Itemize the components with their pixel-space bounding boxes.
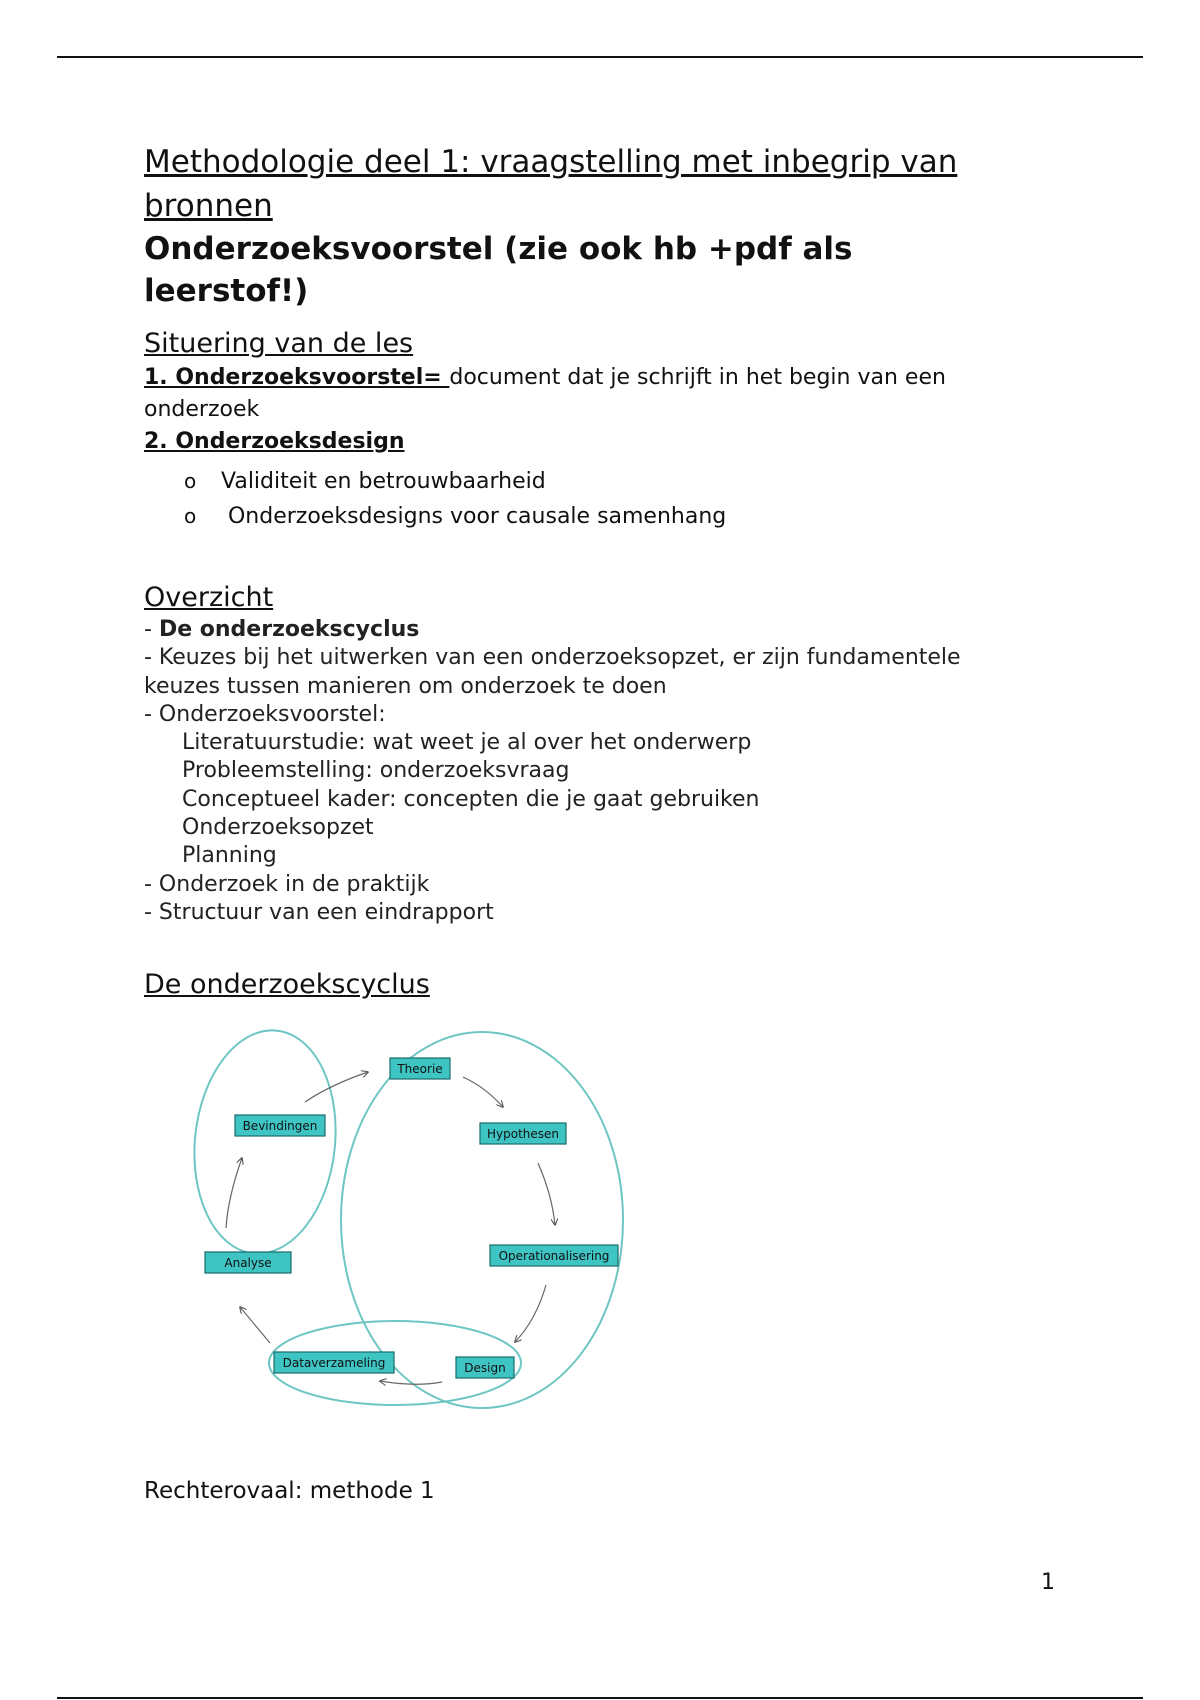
- overzicht-line: - Onderzoeksvoorstel:: [144, 701, 386, 727]
- bullet-marker: o: [184, 504, 197, 528]
- page-title-line1: Methodologie deel 1: vraagstelling met inbegrip van: [144, 144, 958, 180]
- node-design: [456, 1357, 514, 1378]
- overzicht-line: keuzes tussen manieren om onderzoek te doen: [144, 673, 667, 699]
- node-operationalisering: [490, 1245, 618, 1266]
- research-cycle-diagram: [180, 1025, 630, 1415]
- subtitle-line1: Onderzoeksvoorstel (zie ook hb +pdf als: [144, 231, 853, 267]
- overzicht-subitem: Probleemstelling: onderzoeksvraag: [182, 758, 570, 784]
- arrow-theorie-hypothesen: [463, 1077, 503, 1107]
- arrow-dataverzameling-analyse: [240, 1307, 270, 1343]
- dash: -: [144, 617, 159, 642]
- left-oval: [184, 1025, 347, 1261]
- node-hypothesen-label: Hypothesen: [486, 1127, 560, 1141]
- overzicht-heading: Overzicht: [144, 582, 274, 613]
- node-dataverzameling: [274, 1352, 394, 1373]
- situering-bullets: [144, 464, 1074, 534]
- overzicht-subitem: Onderzoeksopzet: [182, 815, 374, 841]
- node-analyse-label: Analyse: [224, 1256, 272, 1270]
- top-rule: [57, 56, 1143, 58]
- overzicht-subitem: Literatuurstudie: wat weet je al over het onderwerp: [182, 730, 752, 756]
- page-number: 1: [1041, 1570, 1055, 1595]
- subtitle-line2: leerstof!): [144, 273, 309, 309]
- node-bevindingen-label: Bevindingen: [242, 1119, 318, 1133]
- node-bevindingen: [235, 1115, 325, 1136]
- overzicht-line: - Keuzes bij het uitwerken van een onderzoeksopzet, er zijn fundamentele: [144, 645, 961, 671]
- cyclus-heading: De onderzoekscyclus: [144, 969, 430, 1001]
- situering-item1-text: document dat je schrijft in het begin van een: [449, 365, 946, 390]
- bullet-text: Validiteit en betrouwbaarheid: [221, 469, 546, 494]
- arrow-analyse-bevindingen: [226, 1158, 242, 1228]
- node-theorie: [390, 1058, 450, 1079]
- overzicht-bold: De onderzoekscyclus: [158, 617, 420, 642]
- situering-item2-label: 2. Onderzoeksdesign: [144, 429, 405, 454]
- document-body: [144, 140, 1074, 1003]
- situering-heading: Situering van de les: [144, 328, 414, 359]
- page-title-line2: bronnen: [144, 188, 273, 224]
- node-dataverzameling-label: Dataverzameling: [282, 1356, 386, 1370]
- bottom-rule: [57, 1697, 1143, 1699]
- list-item: [184, 464, 1074, 499]
- node-theorie-label: Theorie: [397, 1062, 443, 1076]
- node-design-label: Design: [464, 1361, 506, 1375]
- node-operationalisering-label: Operationalisering: [498, 1249, 610, 1263]
- node-analyse: [205, 1252, 291, 1273]
- overzicht-line: - Onderzoek in de praktijk: [144, 871, 430, 897]
- bullet-text: Onderzoeksdesigns voor causale samenhang: [221, 504, 727, 529]
- situering-item1: [144, 362, 1074, 394]
- arrow-operationalisering-design: [515, 1285, 546, 1342]
- situering-item1-cont: onderzoek: [144, 397, 260, 422]
- arrow-bevindingen-theorie: [305, 1072, 368, 1102]
- overzicht-line: - Structuur van een eindrapport: [144, 899, 494, 925]
- overzicht-list: [144, 616, 1074, 927]
- overzicht-subitem: Planning: [182, 843, 277, 869]
- footer-note: Rechterovaal: methode 1: [144, 1478, 435, 1504]
- list-item: [184, 499, 1074, 534]
- situering-item1-label: 1. Onderzoeksvoorstel=: [144, 365, 450, 390]
- overzicht-subitem: Conceptueel kader: concepten die je gaat gebruiken: [182, 786, 760, 812]
- arrow-hypothesen-operationalisering: [538, 1163, 555, 1225]
- overzicht-line: [144, 616, 1074, 644]
- bullet-marker: o: [184, 469, 197, 493]
- node-hypothesen: [480, 1123, 566, 1144]
